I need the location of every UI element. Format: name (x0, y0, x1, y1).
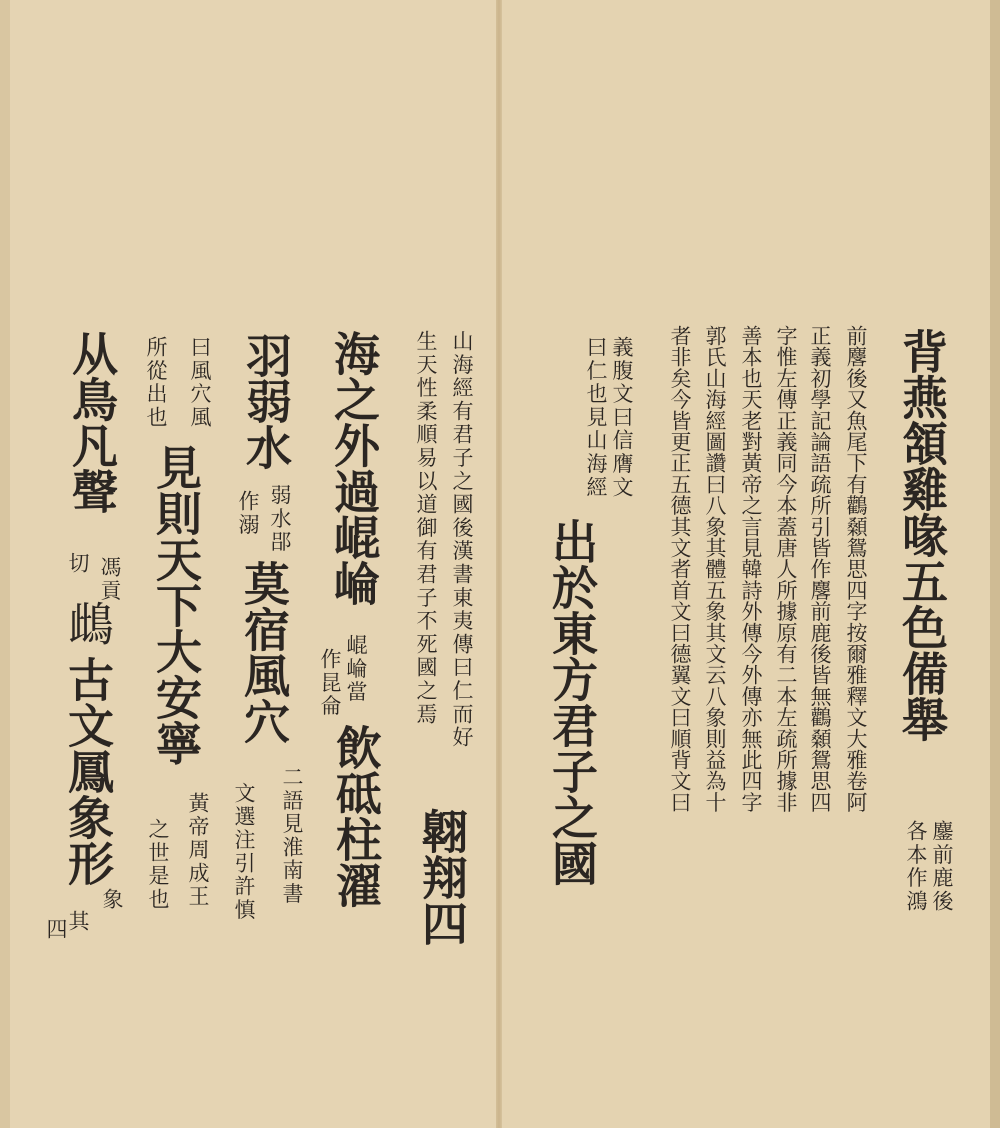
note-column: 黃帝周成王 (186, 792, 210, 909)
book-gutter (496, 0, 502, 1128)
note-column: 二語見淮南書 (280, 766, 304, 906)
headword-column: 从鳥凡聲 (65, 330, 119, 514)
note-column: 馮貢 (98, 556, 122, 603)
commentary-column-6: 者非矣今皆更正五德其文者首文曰德翼文曰順背文曰 (668, 325, 692, 813)
commentary-column: 山海經有君子之國後漢書東夷傳曰仁而好 (450, 330, 474, 750)
headword-column: 古文鳳象形 (61, 656, 115, 886)
headword-column: 海之外過崐崘 (327, 330, 381, 606)
headword-column: 飲砥柱濯 (329, 724, 383, 908)
note-column: 其 (66, 910, 90, 934)
commentary-column-3: 字惟左傳正義同今本蓋唐人所據原有二本左疏所據非 (774, 325, 798, 813)
note-column: 各本作鴻 (904, 820, 928, 914)
commentary-column-7a: 義腹文曰信膺文 (610, 336, 634, 500)
note-column: 崐崘當 (344, 634, 368, 704)
headword-column: 莫宿風穴 (237, 560, 291, 744)
headword-column: 羽弱水 (239, 332, 293, 470)
headword-column-2: 出於東方君子之國 (545, 518, 599, 886)
seal-script-glyph: 䳄 (61, 600, 115, 646)
commentary-column-7b: 曰仁也見山海經 (584, 336, 608, 500)
note-column: 文選注引許慎 (232, 782, 256, 922)
note-column: 鏖前鹿後 (930, 820, 954, 914)
note-column: 象 (100, 888, 124, 912)
commentary-column-5: 郭氏山海經圖讚曰八象其體五象其文云八象則益為十 (703, 325, 727, 813)
note-column: 之世是也 (146, 818, 170, 912)
commentary-column-4: 善本也天老對黃帝之言見韓詩外傳今外傳亦無此四字 (739, 325, 763, 813)
note-column: 切 (66, 552, 90, 576)
headword-column: 翺翔四 (415, 808, 469, 946)
note-column: 作昆侖 (318, 648, 342, 718)
headword-column: 背燕頷雞喙五色備舉 (895, 328, 949, 742)
note-column: 曰風穴風 (188, 336, 212, 430)
headword-column: 見則天下大安寧 (149, 444, 203, 766)
note-column: 作溺 (236, 490, 260, 537)
note-column: 弱水郘 (268, 484, 292, 554)
commentary-column-1: 前麐後又魚尾下有鸛顙鴛思四字按爾雅釋文大雅卷阿 (844, 325, 868, 813)
commentary-column: 生天性柔順易以道御有君子不死國之焉 (414, 330, 438, 727)
page-number: 四 (44, 918, 68, 942)
commentary-column-2: 正義初學記論語疏所引皆作麐前鹿後皆無鸛顙鴛思四 (808, 325, 832, 813)
note-column: 所從出也 (144, 336, 168, 430)
